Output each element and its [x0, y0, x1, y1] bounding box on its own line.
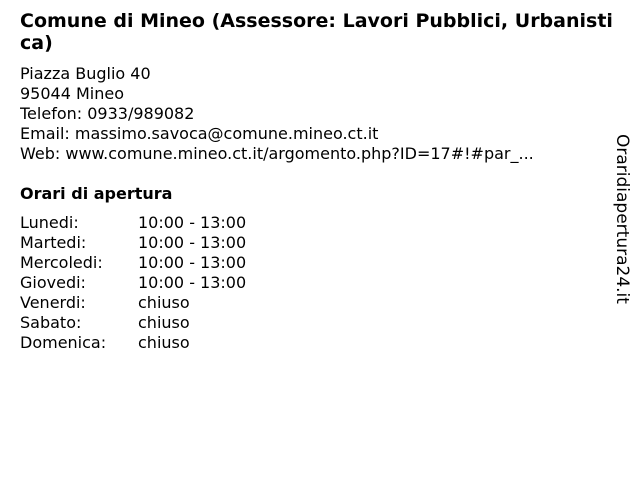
time-value: chiuso [138, 333, 190, 352]
site-brand: Oraridiapertura24.it [612, 134, 632, 304]
time-value: 10:00 - 13:00 [138, 253, 247, 272]
phone-number: Telefon: 0933/989082 [20, 104, 195, 123]
time-value: chiuso [138, 293, 190, 312]
hours-row-tuesday [20, 233, 340, 253]
hours-row-monday [20, 213, 340, 233]
hours-row-saturday [20, 313, 340, 333]
website-address: Web: www.comune.mineo.ct.it/argomento.php?ID=17#!#par_... [20, 144, 534, 163]
day-label: Giovedi: [20, 273, 86, 292]
hours-row-friday [20, 293, 340, 313]
page-title: Comune di Mineo (Assessore: Lavori Pubblici, Urbanistica) [20, 10, 613, 54]
day-label: Mercoledi: [20, 253, 103, 272]
time-value: 10:00 - 13:00 [138, 233, 247, 252]
email-address: Email: massimo.savoca@comune.mineo.ct.it [20, 124, 379, 143]
city-address: 95044 Mineo [20, 84, 125, 103]
hours-row-wednesday [20, 253, 340, 273]
opening-hours-table [20, 213, 340, 353]
hours-row-thursday [20, 273, 340, 293]
time-value: 10:00 - 13:00 [138, 273, 247, 292]
day-label: Sabato: [20, 313, 82, 332]
day-label: Lunedi: [20, 213, 79, 232]
hours-row-sunday [20, 333, 340, 353]
opening-hours-title: Orari di apertura [20, 184, 173, 203]
street-address: Piazza Buglio 40 [20, 64, 151, 83]
time-value: chiuso [138, 313, 190, 332]
time-value: 10:00 - 13:00 [138, 213, 247, 232]
contact-details [20, 64, 600, 164]
day-label: Martedi: [20, 233, 87, 252]
day-label: Venerdi: [20, 293, 86, 312]
day-label: Domenica: [20, 333, 107, 352]
